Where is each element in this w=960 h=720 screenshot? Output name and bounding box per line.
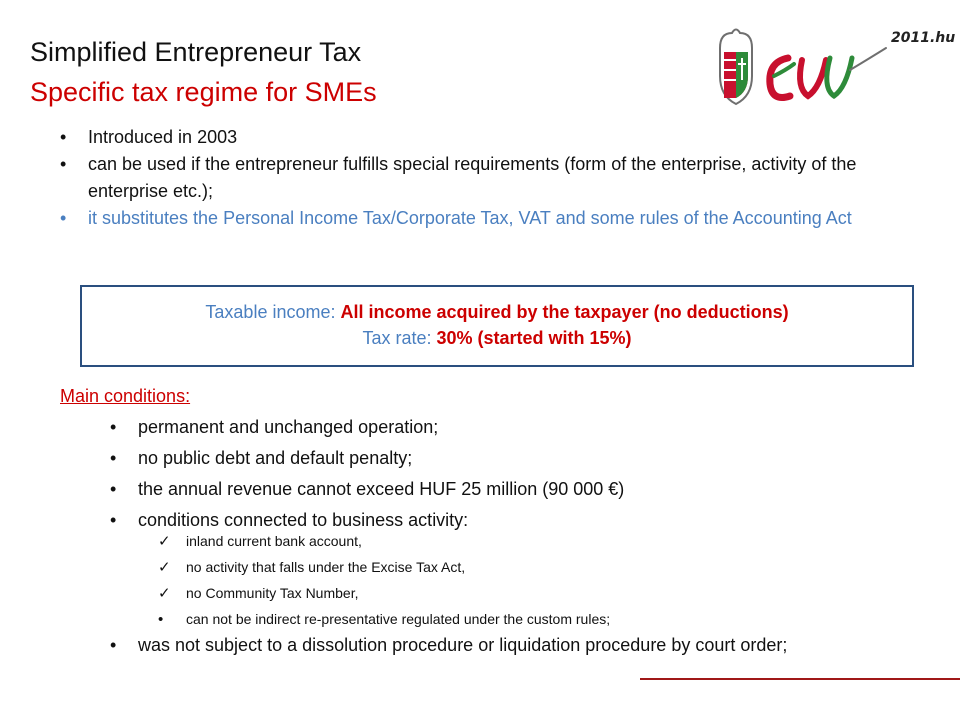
intro-list <box>60 124 920 232</box>
business-activity-sublist <box>158 530 918 634</box>
sub-condition-item <box>158 582 918 605</box>
bullet-icon: • <box>110 479 117 499</box>
condition-item <box>110 414 910 441</box>
eu-script-icon <box>770 48 886 98</box>
condition-text: the annual revenue cannot exceed HUF 25 million (90 000 €) <box>138 479 625 499</box>
bullet-icon: • <box>60 208 67 228</box>
conditions-list <box>110 414 910 538</box>
intro-item-text: Introduced in 2003 <box>88 127 238 147</box>
taxable-income-line <box>82 299 912 325</box>
tax-rate-value: 30% (started with 15%) <box>436 328 632 348</box>
checkmark-icon: ✓ <box>158 533 171 550</box>
condition-text: no public debt and default penalty; <box>138 448 413 468</box>
slide-title-line2: Specific tax regime for SMEs <box>30 77 377 107</box>
intro-item <box>60 124 920 151</box>
tax-summary-box <box>80 285 914 367</box>
sub-condition-item <box>158 608 918 631</box>
bullet-icon: • <box>60 154 67 174</box>
coat-of-arms-icon <box>720 30 752 105</box>
sub-condition-text: no activity that falls under the Excise Tax Act, <box>186 559 466 575</box>
main-conditions-heading: Main conditions: <box>60 386 191 406</box>
bullet-icon: • <box>60 127 67 147</box>
logo-text: 2011.hu <box>891 30 956 46</box>
bullet-icon: • <box>158 611 164 628</box>
sub-condition-item <box>158 530 918 553</box>
condition-item <box>110 476 910 503</box>
taxable-income-label: Taxable income: <box>205 302 341 322</box>
sub-condition-text: can not be indirect re-presentative regulated under the custom rules; <box>186 611 611 627</box>
tax-rate-line <box>82 325 912 351</box>
sub-condition-item <box>158 556 918 579</box>
intro-item-text: can be used if the entrepreneur fulfills special requirements (form of the enterprise, activity of the enterprise etc.); <box>88 154 857 201</box>
bullet-icon: • <box>110 417 117 437</box>
checkmark-icon: ✓ <box>158 559 171 576</box>
taxable-income-value: All income acquired by the taxpayer (no deductions) <box>340 302 789 322</box>
checkmark-icon: ✓ <box>158 585 171 602</box>
slide-title-line1: Simplified Entrepreneur Tax <box>30 37 362 67</box>
bullet-icon: • <box>110 635 117 655</box>
bullet-icon: • <box>110 510 117 530</box>
intro-item <box>60 151 920 205</box>
sub-condition-text: no Community Tax Number, <box>186 585 359 601</box>
bullet-icon: • <box>110 448 117 468</box>
sub-condition-text: inland current bank account, <box>186 533 362 549</box>
intro-item-text: it substitutes the Personal Income Tax/Corporate Tax, VAT and some rules of the Accounting Act <box>88 208 852 228</box>
tax-rate-label: Tax rate: <box>362 328 437 348</box>
condition-text: conditions connected to business activity: <box>138 510 469 530</box>
condition-text: permanent and unchanged operation; <box>138 417 439 437</box>
condition-item-last <box>110 632 910 659</box>
footer-divider <box>640 678 960 680</box>
condition-text: was not subject to a dissolution procedure or liquidation procedure by court order; <box>138 635 788 655</box>
intro-item <box>60 205 920 232</box>
condition-item <box>110 445 910 472</box>
